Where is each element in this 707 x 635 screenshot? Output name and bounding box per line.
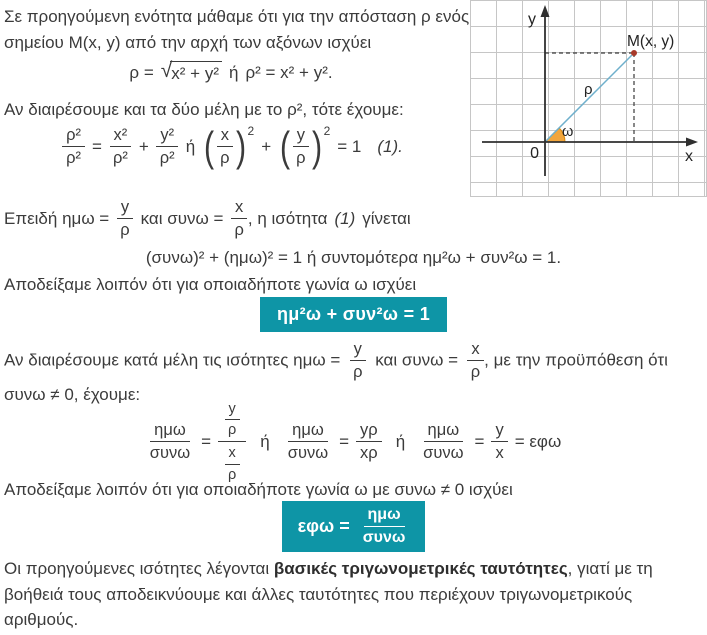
paragraph-intro: Σε προηγούμενη ενότητα μάθαμε ότι για την απόσταση ρ ενός σημείου M(x, y) από την αρχή των αξόνων ισχύει [4,7,470,52]
plus-sign: + [261,136,272,156]
fraction-y-rho: $\frac{y}{\rho}$ [116,198,133,240]
or-word: ή [228,62,239,82]
y-axis-label: y [528,11,536,28]
identity-box-pythagorean: ημ²ω + συν²ω = 1 [260,297,447,332]
nested-fraction [218,401,246,483]
formula-distance-lhs: ρ = [129,62,154,82]
fraction-sin-cos: ημω συνω [149,421,191,463]
right-paren: ) [311,123,322,171]
fraction-yrho-xrho: $\frac{y\rho}{x\rho}$ [356,421,382,463]
text-the-equality: , η ισότητα [247,208,328,228]
formula-distance [0,61,462,84]
equals-sign: = [339,431,350,451]
equals-one: = 1 [337,136,362,156]
right-paren: ) [235,123,246,171]
fraction-rho2-rho2: $\frac{\text{ρ²}}{\text{ρ²}}$ [62,126,85,168]
equals-sign: = [201,431,212,451]
text-and-cos: και συνω = [140,208,224,228]
term-basic-trig-identities: βασικές τριγωνομετρικές ταυτότητες [273,559,568,578]
text-closing-end: , γιατί με τη βοήθειά τους αποδεικνύουμε και άλλες ταυτότητες που περιέχουν τριγωνομετρικούς αριθμούς. [4,559,653,629]
or-word: ή [260,431,270,451]
fraction-sin-cos: ημω συνω [362,506,406,546]
coordinate-diagram [470,0,707,197]
origin-label: 0 [530,145,539,162]
equation-tag-ref: (1) [334,208,356,228]
or-word: ή [395,431,406,451]
identity-box-tangent [282,501,426,552]
paragraph-divide: Αν διαιρέσουμε και τα δύο μέλη με το ρ², τότε έχουμε: [4,100,404,119]
identity-box-row-2 [0,501,707,552]
radical-sign: √ [160,59,173,82]
equals-tan: = εφω [514,431,562,451]
equation-tag: (1). [377,136,403,156]
exponent-2: 2 [323,123,331,138]
fraction-y-rho: $\frac{y}{\rho}$ [224,401,240,438]
text-becomes: γίνεται [362,208,411,228]
plus-sign: + [138,136,149,156]
paren-fraction-y-rho: ( y ρ ) 2 [280,123,331,171]
fraction-sin-cos: ημω συνω [287,421,329,463]
text-provided: , με την προϋπόθεση ότι συνω ≠ 0, έχουμε: [4,350,668,404]
left-paren: ( [280,123,291,171]
x-axis-label: x [685,148,693,165]
point-M-label: M(x, y) [627,33,675,50]
square-root [161,61,222,84]
fraction-y-x: $\frac{y}{x}$ [491,421,507,463]
paragraph-proved-1: Αποδείξαμε λοιπόν ότι για οποιαδήποτε γωνία ω ισχύει [4,275,417,294]
point-M [631,50,637,56]
fraction-x-rho: $\frac{x}{\rho}$ [230,198,247,240]
rho-label: ρ [584,81,593,98]
paren-fraction-x-rho: ( x ρ ) 2 [204,123,255,171]
fraction-y-rho: $\frac{y}{\rho}$ [349,340,366,382]
formula-distance-rhs: ρ² = x² + y². [245,62,333,82]
omega-label: ω [562,124,574,140]
text-because: Επειδή ημω = [4,208,110,228]
paragraph-proved-2: Αποδείξαμε λοιπόν ότι για οποιαδήποτε γωνία ω με συνω ≠ 0 ισχύει [4,480,513,499]
fraction-sin-cos: ημω συνω [423,421,464,463]
text-closing-start: Οι προηγούμενες ισότητες λέγονται [4,559,274,578]
exponent-2: 2 [247,123,255,138]
formula-one [0,123,465,171]
paragraph-closing [4,556,703,633]
fraction-x-rho: $\frac{x}{\rho}$ [224,445,240,482]
formula-tangent-derivation [0,401,707,483]
left-paren: ( [204,123,215,171]
formula-identity-expanded: (συνω)² + (ημω)² = 1 ή συντομότερα ημ²ω + συν²ω = 1. [145,248,562,267]
or-word: ή [185,136,196,156]
fraction-x-rho: $\frac{x}{\rho}$ [467,340,484,382]
text-divide: Αν διαιρέσουμε κατά μέλη τις ισότητες ημω = [4,350,341,370]
text-and-cos: και συνω = [375,350,459,370]
tan-lhs: εφω = [297,515,350,536]
fraction-x2-rho2: $\frac{\text{x²}}{\text{ρ²}}$ [109,126,132,168]
radicand: x² + y² [170,61,222,84]
paragraph-divide-memberwise [4,340,703,407]
equals-sign: = [92,136,102,156]
identity-box-row-1 [0,297,707,332]
fraction-y2-rho2: $\frac{\text{y²}}{\text{ρ²}}$ [156,126,179,168]
equals-sign: = [474,431,485,451]
paragraph-because [4,198,524,240]
